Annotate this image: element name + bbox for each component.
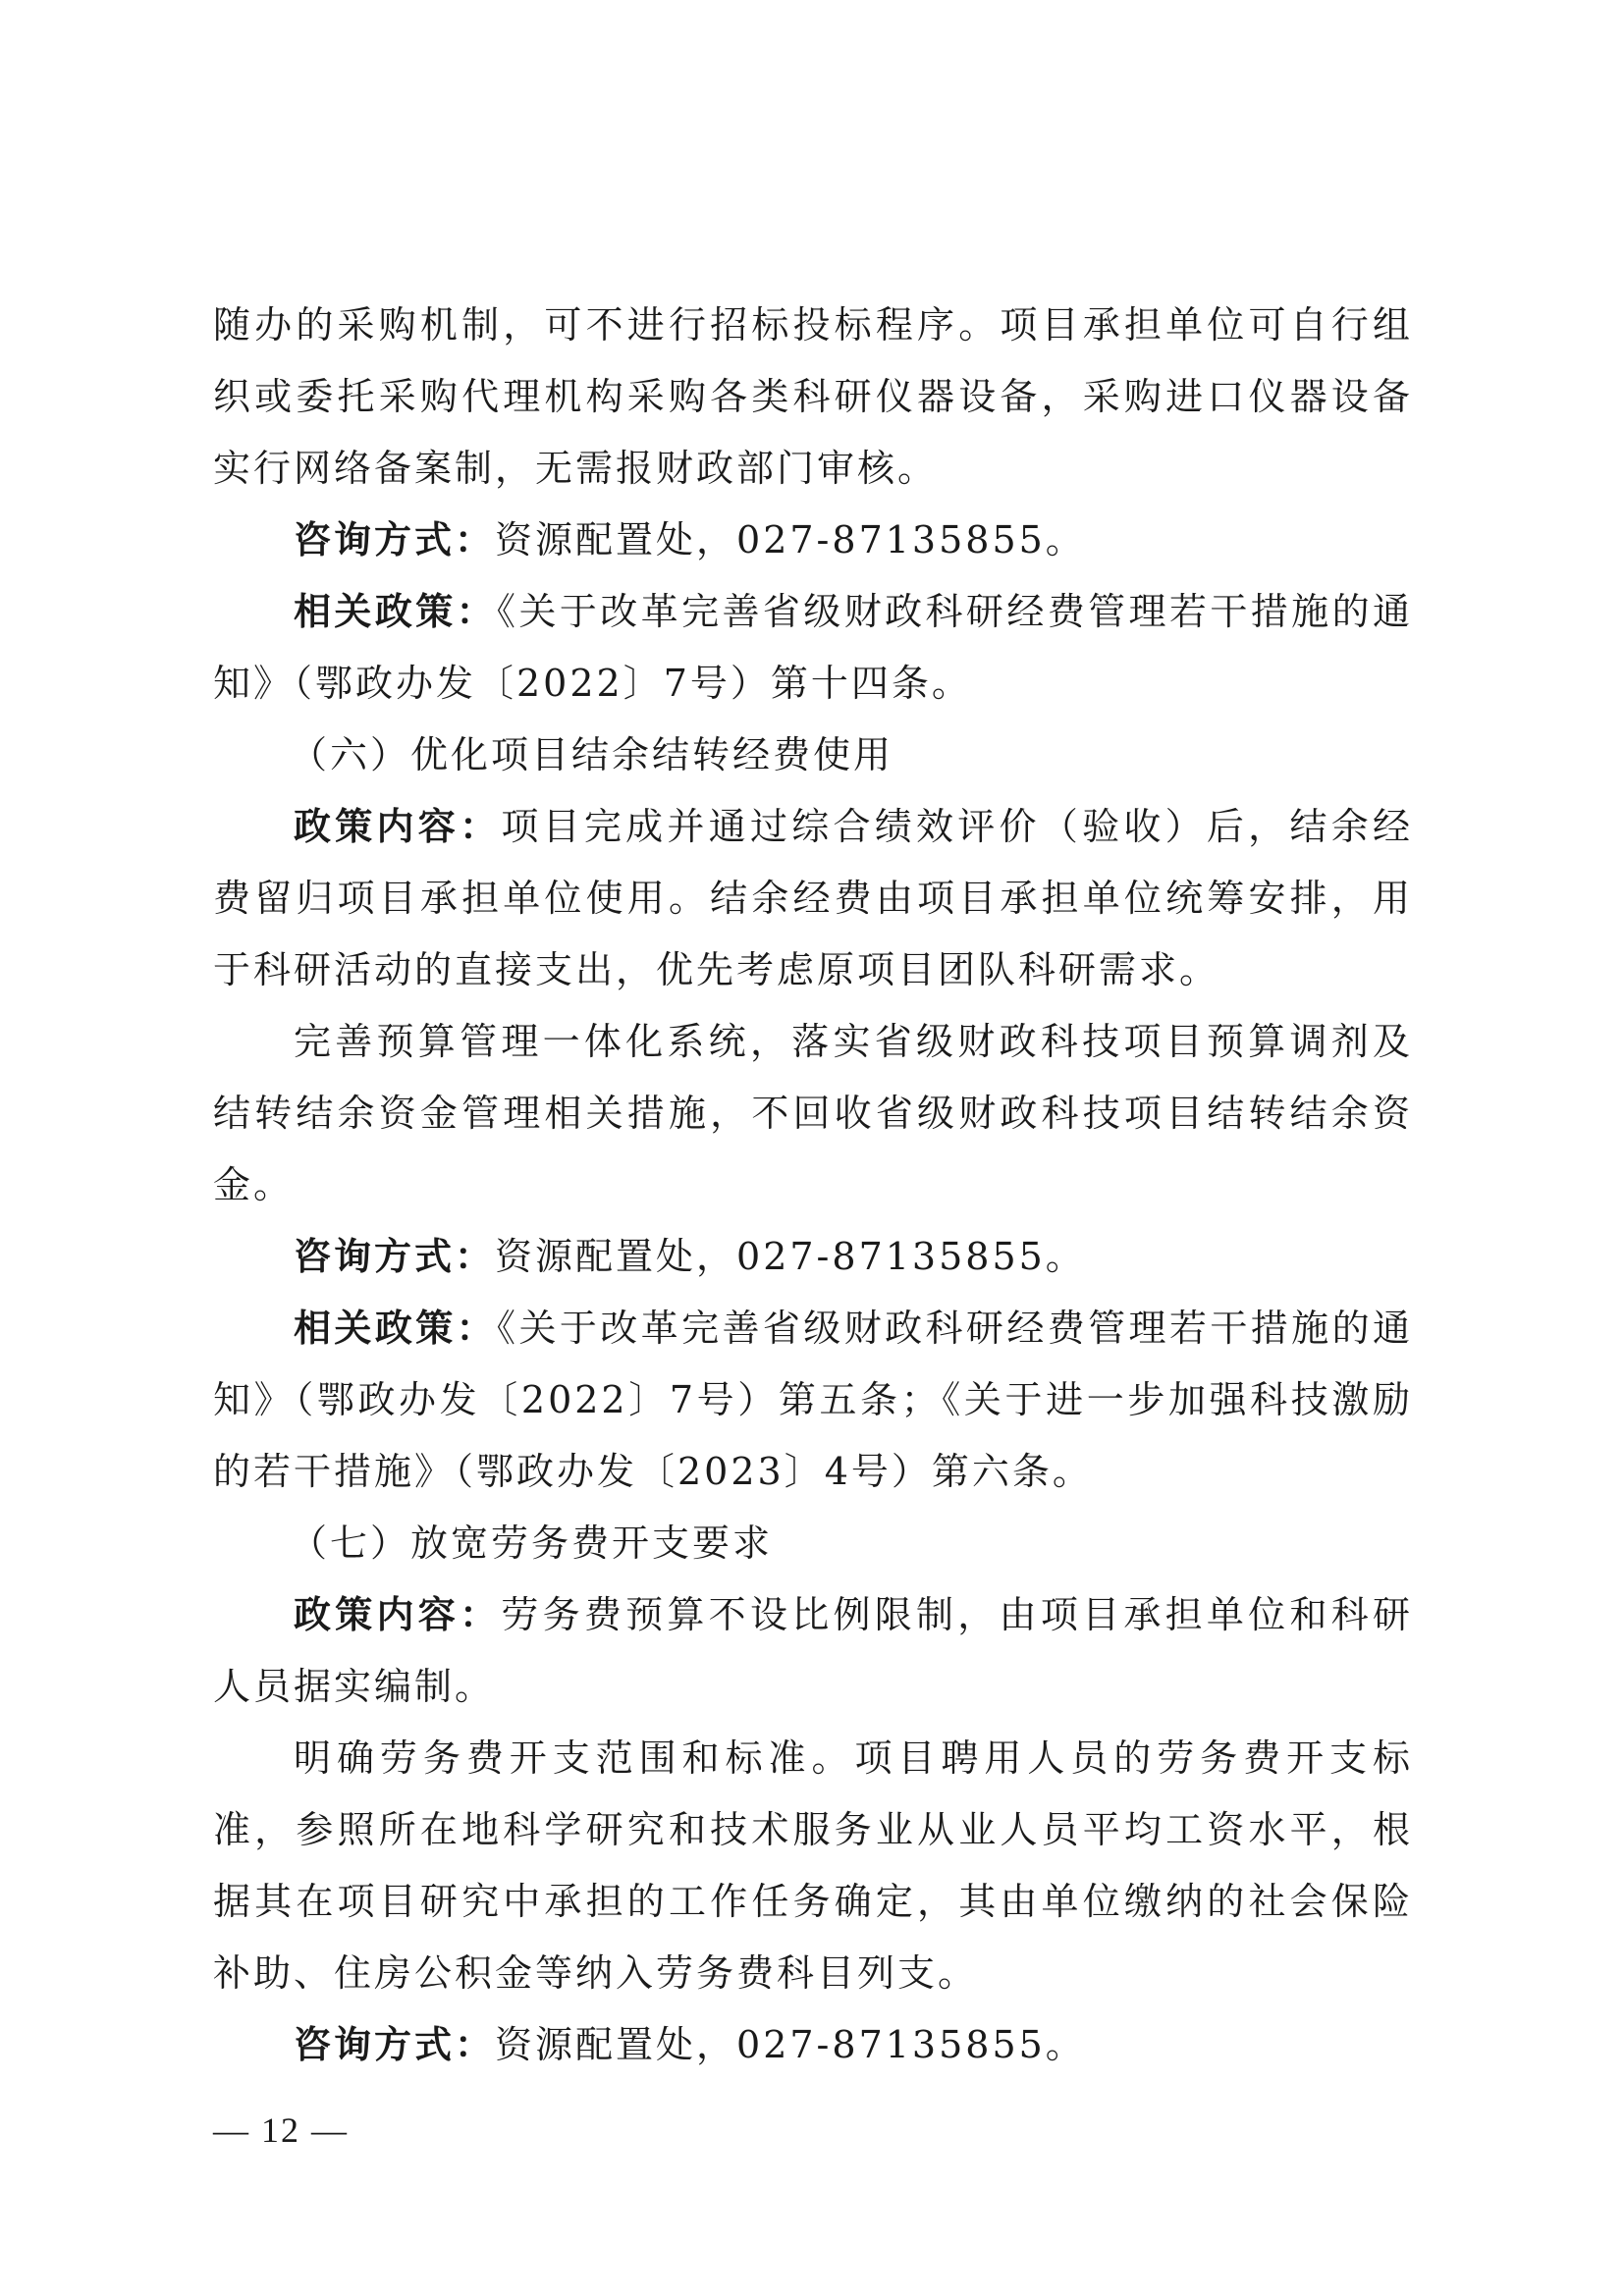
policy-content-text: 项目完成并通过综合绩效评价（验收）后，结余经费留归项目承担单位使用。结余经费由项目承担单位统筹安排，用于科研活动的直接支出，优先考虑原项目团队科研需求。 xyxy=(213,805,1413,991)
paragraph-related-policy-2 xyxy=(213,1293,1413,1508)
policy-content-label: 政策内容： xyxy=(294,805,502,848)
policy-content-text: 劳务费预算不设比例限制，由项目承担单位和科研人员据实编制。 xyxy=(213,1593,1413,1708)
paragraph-procurement-continued xyxy=(213,290,1413,505)
paragraph-text: 完善预算管理一体化系统，落实省级财政科技项目预算调剂及结转结余资金管理相关措施，不回收省级财政科技项目结转结余资金。 xyxy=(213,1020,1413,1206)
contact-text: 资源配置处，027-87135855。 xyxy=(495,2023,1086,2066)
page-number: — 12 — xyxy=(213,2110,349,2150)
contact-label: 咨询方式： xyxy=(294,518,496,561)
related-policy-text: 《关于改革完善省级财政科研经费管理若干措施的通知》（鄂政办发〔2022〕7号）第五条；《关于进一步加强科技激励的若干措施》（鄂政办发〔2023〕4号）第六条。 xyxy=(213,1307,1413,1493)
contact-label: 咨询方式： xyxy=(294,1235,496,1278)
paragraph-labor-fee-standard xyxy=(213,1723,1413,2009)
paragraph-text: 明确劳务费开支范围和标准。项目聘用人员的劳务费开支标准，参照所在地科学研究和技术服务业从业人员平均工资水平，根据其在项目研究中承担的工作任务确定，其由单位缴纳的社会保险补助、住房公积金等纳入劳务费科目列支。 xyxy=(213,1736,1413,1995)
policy-content-label: 政策内容： xyxy=(294,1593,502,1636)
paragraph-budget-system xyxy=(213,1006,1413,1221)
paragraph-related-policy-1 xyxy=(213,576,1413,720)
contact-label: 咨询方式： xyxy=(294,2023,496,2066)
contact-text: 资源配置处，027-87135855。 xyxy=(495,1235,1086,1278)
paragraph-contact-1 xyxy=(213,505,1413,576)
related-policy-label: 相关政策： xyxy=(294,1307,498,1350)
document-body xyxy=(213,290,1413,2081)
section-heading-6: （六）优化项目结余结转经费使用 xyxy=(290,733,894,776)
section-heading-7: （七）放宽劳务费开支要求 xyxy=(290,1522,774,1565)
paragraph-contact-3 xyxy=(213,2009,1413,2081)
paragraph-policy-content-7 xyxy=(213,1579,1413,1723)
related-policy-label: 相关政策： xyxy=(294,590,498,633)
paragraph-policy-content-6 xyxy=(213,791,1413,1006)
paragraph-text: 随办的采购机制，可不进行招标投标程序。项目承担单位可自行组织或委托采购代理机构采购各类科研仪器设备，采购进口仪器设备实行网络备案制，无需报财政部门审核。 xyxy=(213,303,1413,490)
contact-text: 资源配置处，027-87135855。 xyxy=(495,518,1086,561)
paragraph-contact-2 xyxy=(213,1221,1413,1293)
related-policy-text: 《关于改革完善省级财政科研经费管理若干措施的通知》（鄂政办发〔2022〕7号）第十四条。 xyxy=(213,590,1413,705)
